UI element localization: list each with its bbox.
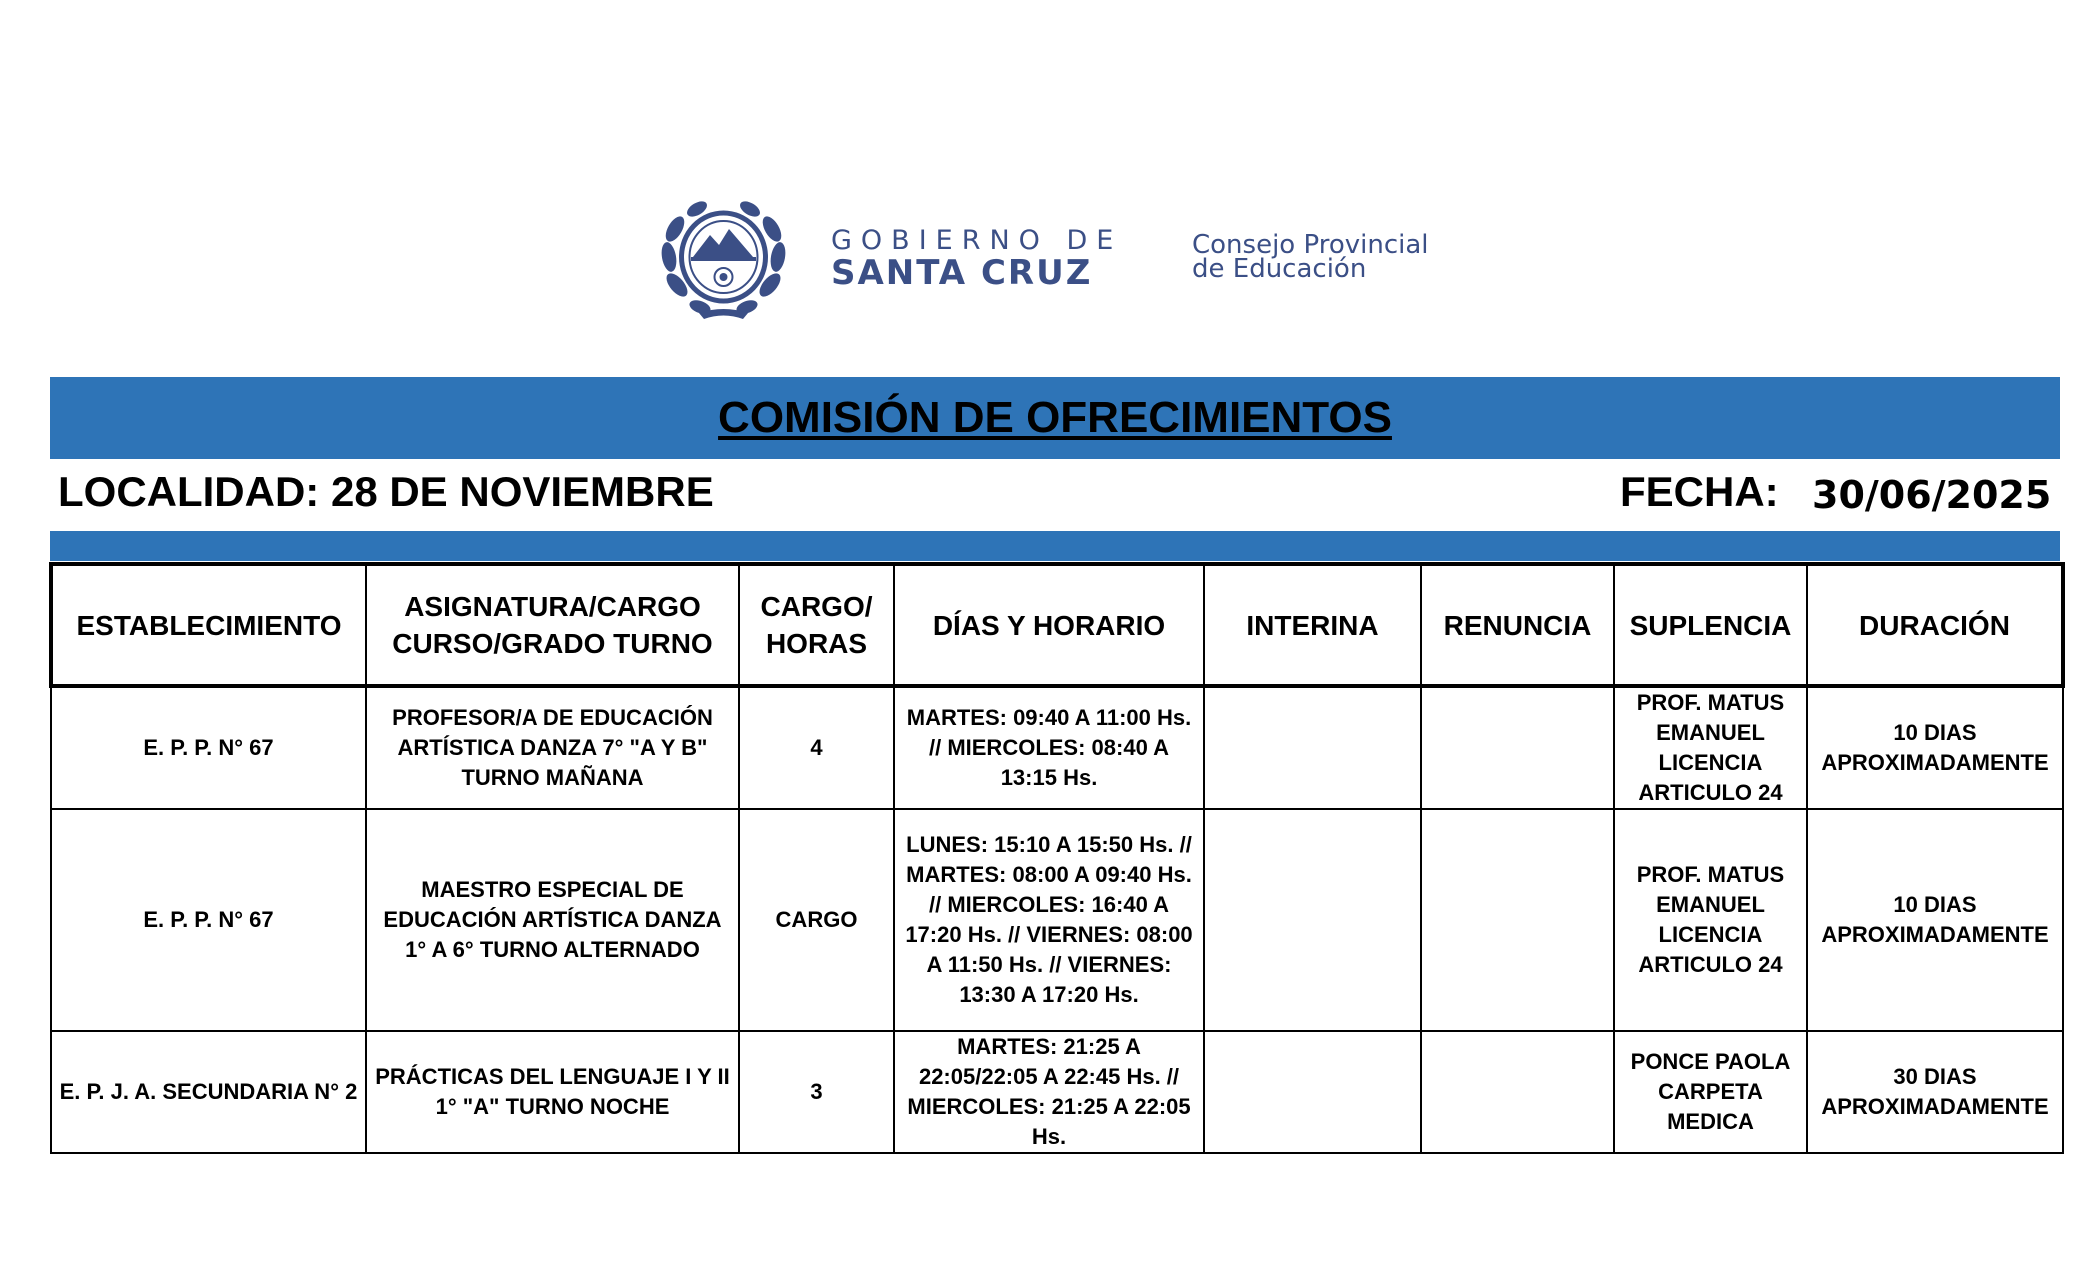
separator-band bbox=[50, 531, 2060, 561]
cell-dias-horario: MARTES: 21:25 A 22:05/22:05 A 22:45 Hs. // MIERCOLES: 21:25 A 22:05 Hs. bbox=[894, 1031, 1204, 1153]
column-header: SUPLENCIA bbox=[1614, 564, 1807, 686]
gov-line1: GOBIERNO DE bbox=[831, 225, 1123, 256]
gobierno-santa-cruz-logo bbox=[831, 227, 1122, 291]
cell-establecimiento: E. P. J. A. SECUNDARIA N° 2 bbox=[51, 1031, 366, 1153]
cell-dias-horario: LUNES: 15:10 A 15:50 Hs. // MARTES: 08:00 A 09:40 Hs. // MIERCOLES: 16:40 A 17:20 Hs. // VIERNES: 08:00 A 11:50 Hs. // VIERNES: 13:30 A 17:20 Hs. bbox=[894, 809, 1204, 1031]
column-header: CARGO/ HORAS bbox=[739, 564, 894, 686]
cell-renuncia bbox=[1421, 809, 1614, 1031]
cell-establecimiento: E. P. P. N° 67 bbox=[51, 686, 366, 809]
council-line1: Consejo Provincial bbox=[1192, 230, 1429, 260]
cell-cargo-horas: 3 bbox=[739, 1031, 894, 1153]
cell-suplencia: PROF. MATUS EMANUEL LICENCIA ARTICULO 24 bbox=[1614, 686, 1807, 809]
cell-interina bbox=[1204, 809, 1421, 1031]
cell-asignatura: MAESTRO ESPECIAL DE EDUCACIÓN ARTÍSTICA DANZA 1° A 6° TURNO ALTERNADO bbox=[366, 809, 739, 1031]
santa-cruz-seal-icon bbox=[655, 195, 792, 320]
title-band bbox=[50, 377, 2060, 459]
cell-duracion: 10 DIAS APROXIMADAMENTE bbox=[1807, 809, 2063, 1031]
column-header: RENUNCIA bbox=[1421, 564, 1614, 686]
column-header: DÍAS Y HORARIO bbox=[894, 564, 1204, 686]
header-logos bbox=[655, 195, 1495, 320]
cell-establecimiento: E. P. P. N° 67 bbox=[51, 809, 366, 1031]
column-header: ASIGNATURA/CARGO CURSO/GRADO TURNO bbox=[366, 564, 739, 686]
column-header: DURACIÓN bbox=[1807, 564, 2063, 686]
cell-asignatura: PROFESOR/A DE EDUCACIÓN ARTÍSTICA DANZA 7° "A Y B" TURNO MAÑANA bbox=[366, 686, 739, 809]
cell-renuncia bbox=[1421, 1031, 1614, 1153]
date-value: 30/06/2025 bbox=[1812, 473, 2052, 517]
offers-table bbox=[49, 562, 2065, 1154]
column-header: ESTABLECIMIENTO bbox=[51, 564, 366, 686]
column-header: INTERINA bbox=[1204, 564, 1421, 686]
consejo-provincial-logo bbox=[1192, 230, 1429, 284]
table-header-row bbox=[51, 564, 2063, 686]
cell-suplencia: PONCE PAOLA CARPETA MEDICA bbox=[1614, 1031, 1807, 1153]
cell-cargo-horas: CARGO bbox=[739, 809, 894, 1031]
table-row bbox=[51, 809, 2063, 1031]
cell-suplencia: PROF. MATUS EMANUEL LICENCIA ARTICULO 24 bbox=[1614, 809, 1807, 1031]
gov-line2: SANTA CRUZ bbox=[831, 253, 1093, 293]
council-line2: de Educación bbox=[1192, 254, 1367, 284]
cell-duracion: 10 DIAS APROXIMADAMENTE bbox=[1807, 686, 2063, 809]
locality-label: LOCALIDAD: 28 DE NOVIEMBRE bbox=[58, 468, 714, 515]
cell-duracion: 30 DIAS APROXIMADAMENTE bbox=[1807, 1031, 2063, 1153]
table-row bbox=[51, 1031, 2063, 1153]
page-title: COMISIÓN DE OFRECIMIENTOS bbox=[718, 393, 1392, 442]
date-label: FECHA: bbox=[1620, 468, 1779, 515]
table-row bbox=[51, 686, 2063, 809]
cell-asignatura: PRÁCTICAS DEL LENGUAJE I Y II 1° "A" TURNO NOCHE bbox=[366, 1031, 739, 1153]
cell-renuncia bbox=[1421, 686, 1614, 809]
cell-interina bbox=[1204, 1031, 1421, 1153]
cell-interina bbox=[1204, 686, 1421, 809]
cell-dias-horario: MARTES: 09:40 A 11:00 Hs. // MIERCOLES: 08:40 A 13:15 Hs. bbox=[894, 686, 1204, 809]
cell-cargo-horas: 4 bbox=[739, 686, 894, 809]
